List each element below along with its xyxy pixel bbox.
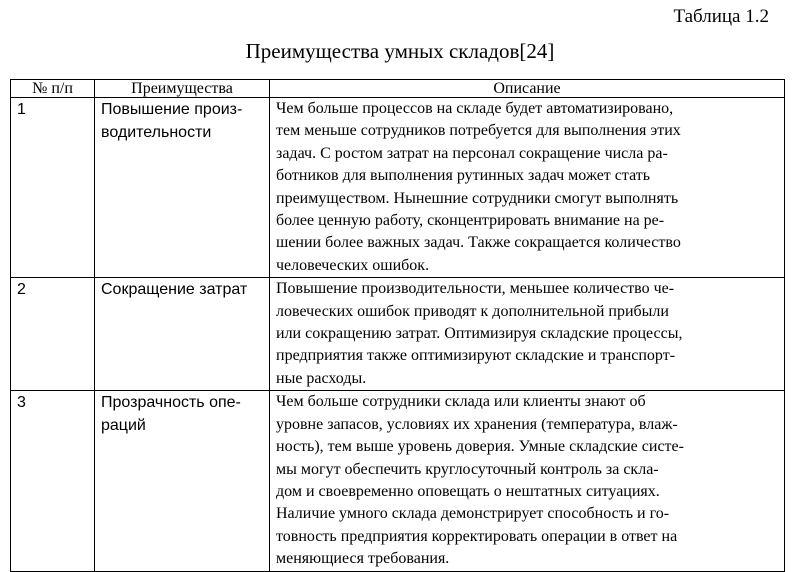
table-row [11,278,785,391]
description-line: Чем больше сотрудники склада или клиенты знают об [276,393,646,411]
description-line: шении более важных задач. Также сокращается количество [276,234,681,252]
row-number: 2 [11,278,95,391]
row-advantage [95,391,270,571]
description-line: меняющиеся требования. [276,550,450,568]
description-line: или сокращению затрат. Оптимизируя складские процессы, [276,325,683,343]
description-line: человеческих ошибок. [276,256,430,274]
description-line: ность), тем выше уровень доверия. Умные складские систе- [276,438,684,456]
row-advantage [95,278,270,391]
description-line: более ценную работу, сконцентрировать внимание на ре- [276,212,665,230]
advantage-line: водительности [101,124,212,141]
description-line: Чем больше процессов на складе будет автоматизировано, [276,100,674,117]
table-row [11,98,785,278]
description-line: предприятия также оптимизируют складские и транспорт- [276,347,676,365]
row-description [270,278,785,391]
advantages-table [10,79,785,572]
advantage-line: Прозрачность опе- [101,394,241,412]
description-line: ные расходы. [276,369,367,387]
header-num: № п/п [11,80,95,98]
description-line: мы могут обеспечить круглосуточный контроль за скла- [276,460,659,478]
header-advantage: Преимущества [95,80,270,98]
advantage-line: Повышение произ- [101,101,243,118]
description-line: товность предприятия корректировать операции в ответ на [276,527,678,545]
row-number: 3 [11,391,95,571]
description-line: Повышение производительности, меньшее количество че- [276,280,675,298]
table-number: Таблица 1.2 [673,6,769,27]
row-number: 1 [11,98,95,278]
row-description [270,98,785,278]
table-row [11,391,785,571]
description-line: задач. С ростом затрат на персонал сокращение числа ра- [276,144,668,162]
table-header-row [11,80,785,98]
row-description [270,391,785,571]
description-line: дом и своевременно оповещать о нештатных ситуациях. [276,482,660,500]
description-line: ботников для выполнения рутинных задач может стать [276,167,651,185]
advantage-line: раций [101,417,146,435]
description-line: тем меньше сотрудников потребуется для выполнения этих [276,122,681,140]
row-advantage [95,98,270,278]
table-title: Преимущества умных складов[24] [245,39,555,63]
header-description: Описание [270,80,785,98]
description-line: преимуществом. Нынешние сотрудники смогут выполнять [276,189,679,207]
description-line: ловеческих ошибок приводят к дополнительной прибыли [276,302,669,320]
advantage-line: Сокращение затрат [101,281,248,299]
description-line: уровне запасов, условиях их хранения (температура, влаж- [276,415,678,433]
description-line: Наличие умного склада демонстрирует способность и го- [276,505,670,523]
